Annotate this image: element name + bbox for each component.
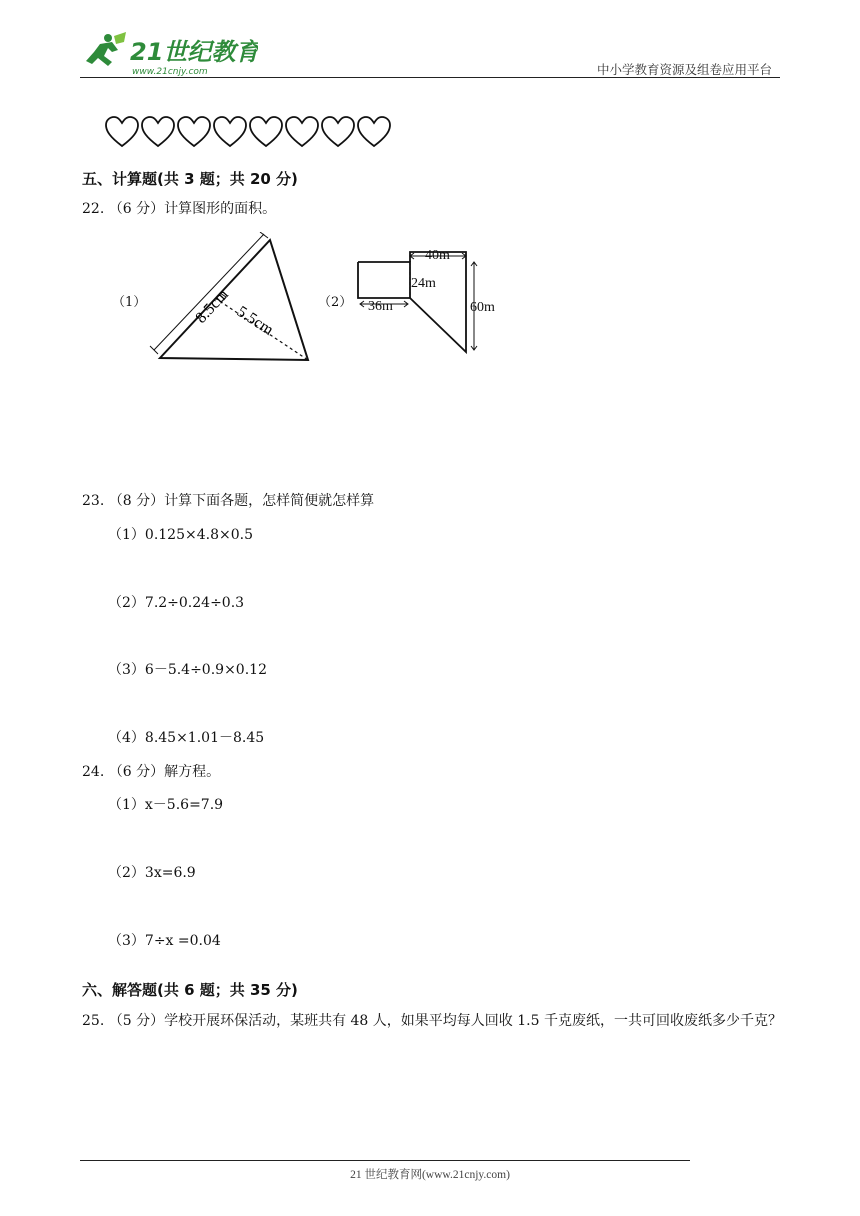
figure-2-label: （2） — [318, 295, 353, 310]
dim-36m: 36m — [368, 299, 393, 314]
q23-item-1: （1）0.125×4.8×0.5 — [108, 527, 253, 543]
heart-icon — [140, 114, 176, 150]
site-logo — [78, 28, 258, 80]
q24-item-3: （3）7÷x =0.04 — [108, 933, 221, 949]
q23-item-3: （3）6－5.4÷0.9×0.12 — [108, 662, 267, 678]
figure-1-label: （1） — [112, 295, 147, 310]
footer-text: 21 世纪教育网(www.21cnjy.com) — [350, 1169, 510, 1181]
heart-icon — [356, 114, 392, 150]
footer-divider — [80, 1160, 690, 1161]
triangle-height-label: 5.5cm — [233, 303, 277, 339]
header-platform-text: 中小学教育资源及组卷应用平台 — [596, 62, 772, 77]
logo-main-text: 21世纪教育 — [130, 38, 258, 66]
q24-item-1: （1）x－5.6=7.9 — [108, 797, 224, 813]
question-23-text: 23. （8 分）计算下面各题，怎样简便就怎样算 — [82, 493, 375, 509]
heart-icon — [104, 114, 140, 150]
section-five-title: 五、计算题(共 3 题；共 20 分) — [82, 170, 298, 188]
heart-icon — [248, 114, 284, 150]
heart-icon — [176, 114, 212, 150]
dim-40m: 40m — [425, 248, 450, 263]
section-six-title: 六、解答题(共 6 题；共 35 分) — [82, 981, 298, 999]
dim-60m: 60m — [470, 300, 495, 315]
hearts-row — [104, 114, 392, 150]
logo-sub-text: www.21cnjy.com — [132, 67, 208, 77]
heart-icon — [284, 114, 320, 150]
q23-item-4: （4）8.45×1.01－8.45 — [108, 730, 265, 746]
dim-24m: 24m — [411, 276, 436, 291]
q23-item-2: （2）7.2÷0.24÷0.3 — [108, 595, 245, 611]
runner-logo-icon — [78, 28, 258, 80]
question-22-text: 22. （6 分）计算图形的面积。 — [82, 201, 277, 217]
triangle-figure — [140, 232, 320, 376]
question-24-text: 24. （6 分）解方程。 — [82, 764, 221, 780]
triangle-side-label: 8.5cm — [192, 286, 232, 327]
heart-icon — [320, 114, 356, 150]
composite-figure — [350, 242, 510, 364]
header-divider — [80, 77, 780, 78]
q24-item-2: （2）3x=6.9 — [108, 865, 196, 881]
heart-icon — [212, 114, 248, 150]
question-25-text: 25. （5 分）学校开展环保活动，某班共有 48 人，如果平均每人回收 1.5 千克废纸，一共可回收废纸多少千克？ — [82, 1013, 782, 1029]
